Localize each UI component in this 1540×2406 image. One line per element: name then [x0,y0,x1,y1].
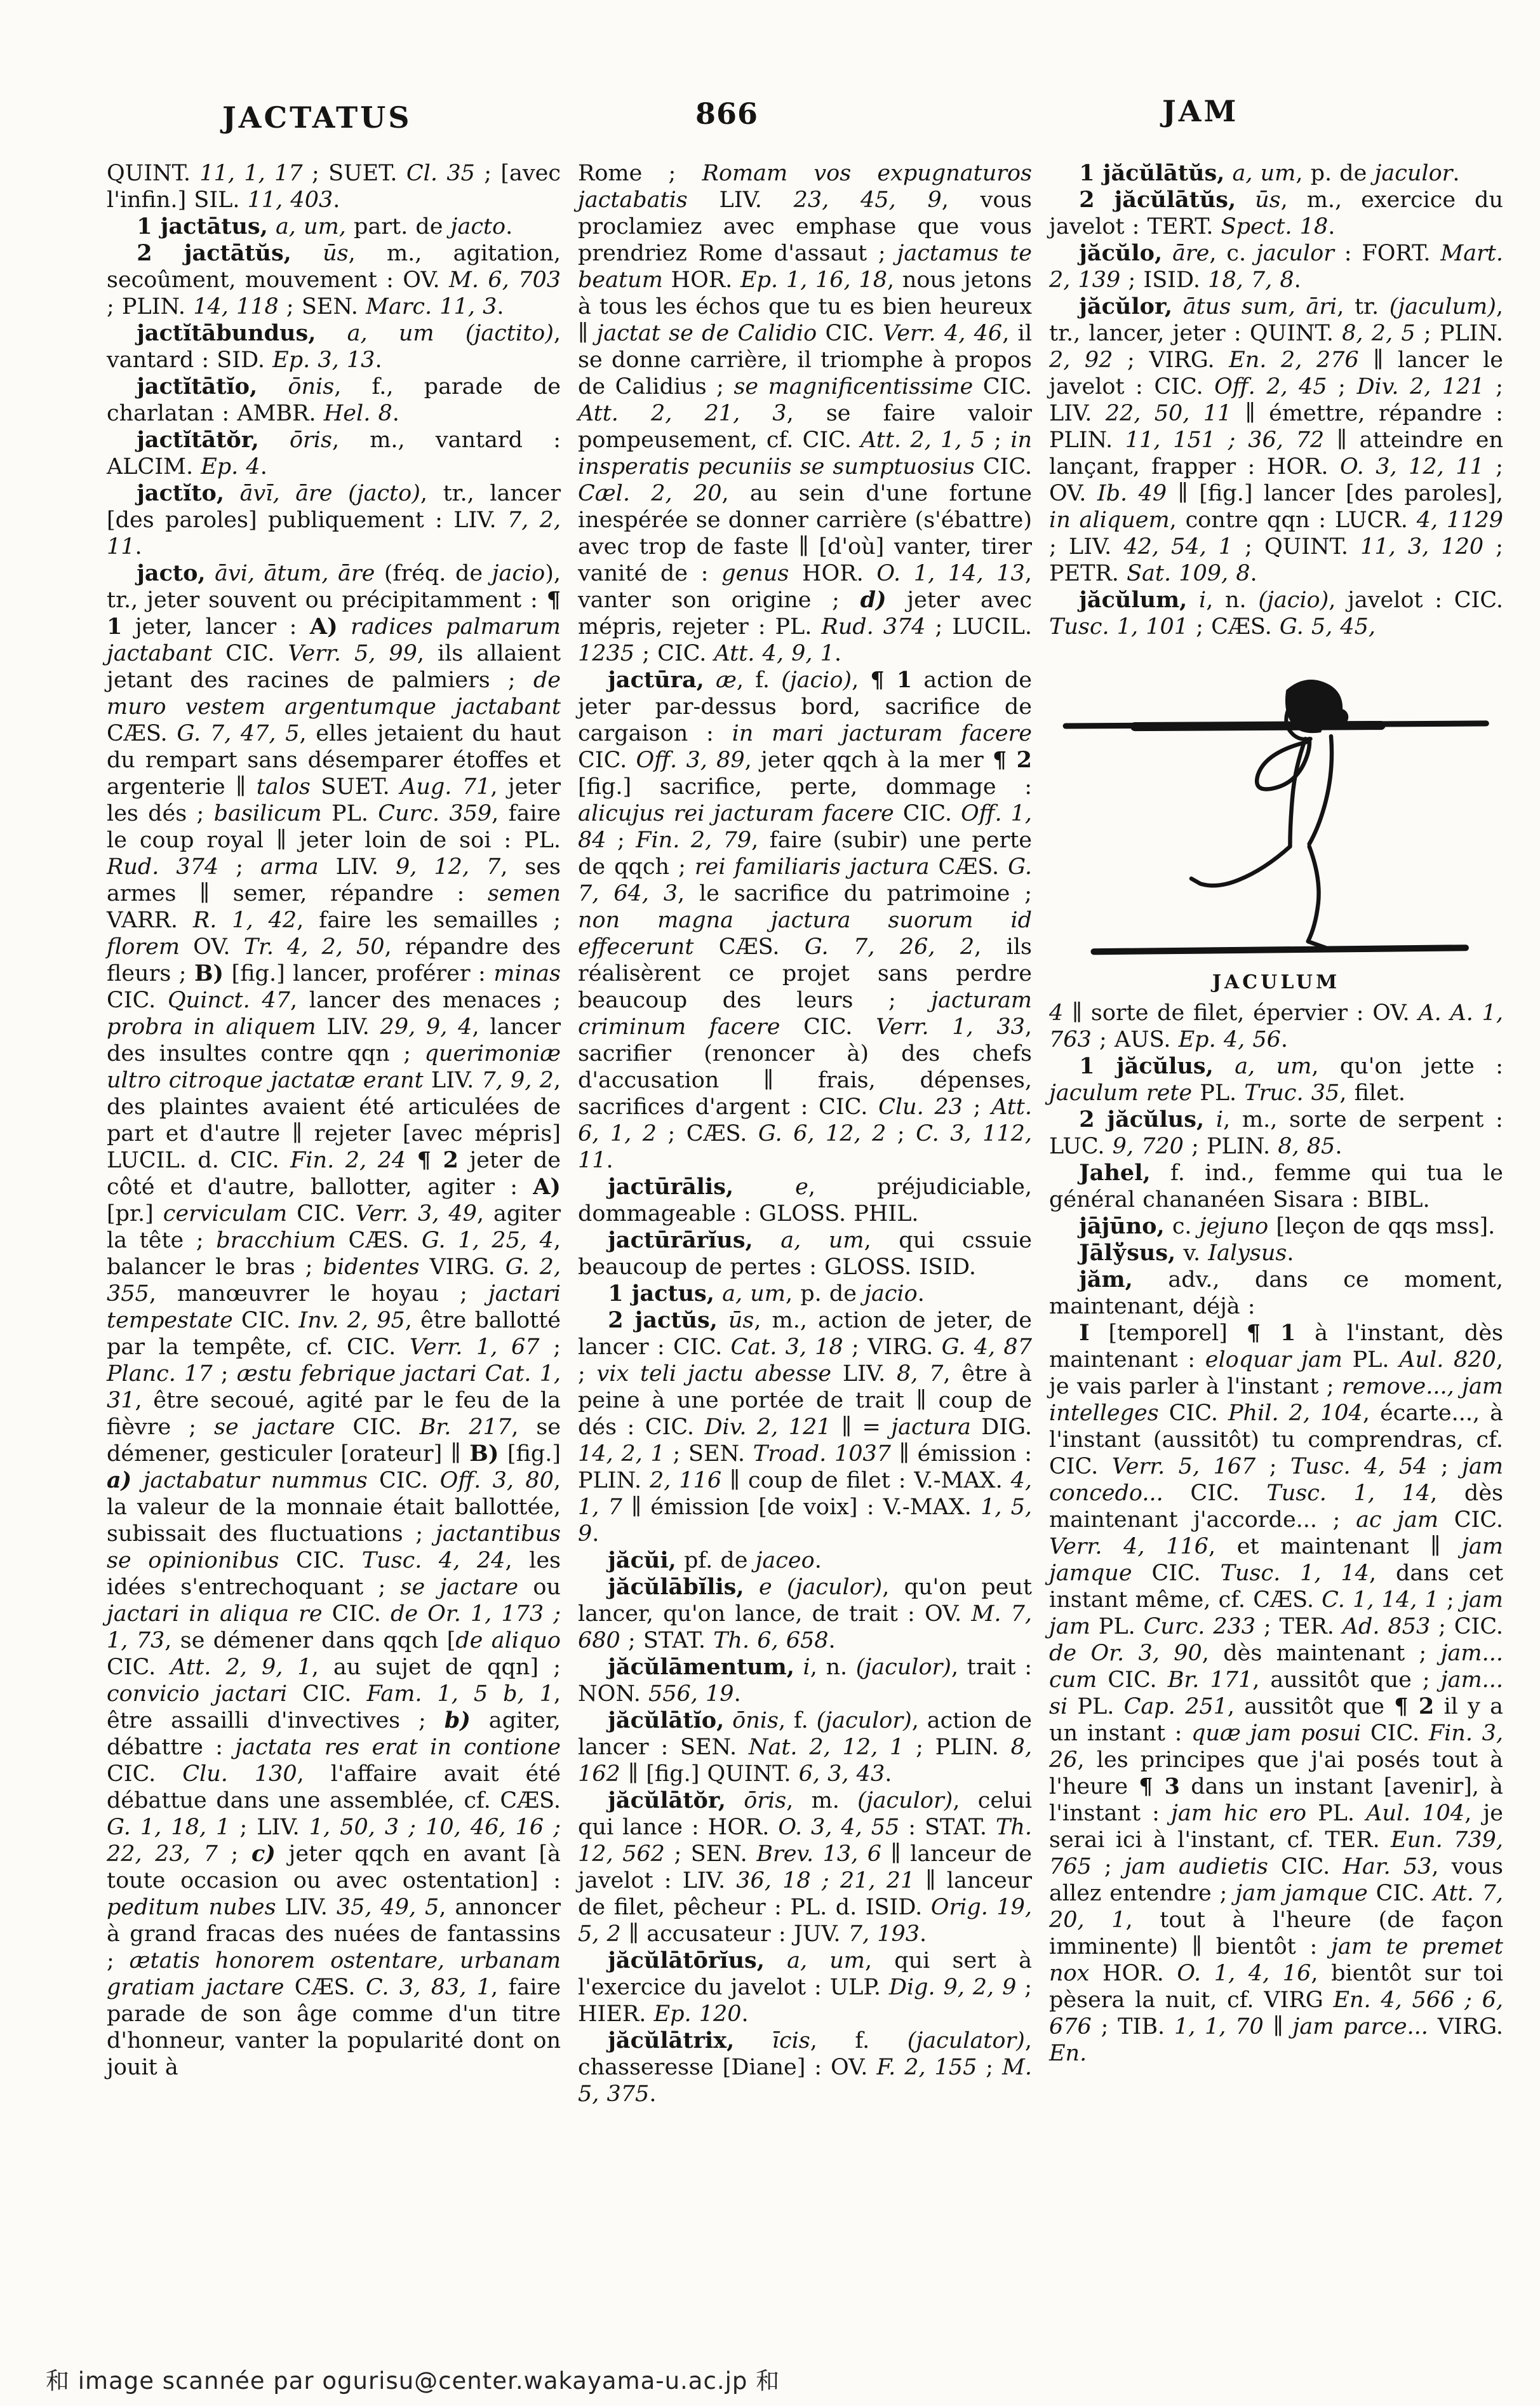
column-3-bottom [1049,1000,1503,2067]
dictionary-entry: jăcŭlātŏr, ōris, m. (jaculor), celui qui lance : HOR. O. 3, 4, 55 : STAT. Th. 12, 562 ; SEN. Brev. 13, 6 ∥ lanceur de javelot : LIV. 36, 18 ; 21, 21 ∥ lanceur de filet, pêcheur : PL. d. ISID. Orig. 19, 5, 2 ∥ accusateur : JUV. 7, 193. [578,1787,1033,1947]
dictionary-entry: jăcŭlābĭlis, e (jaculor), qu'on peut lancer, qu'on lance, de trait : OV. M. 7, 680 ; STAT. Th. 6, 658. [578,1574,1033,1653]
figure-caption: JACULUM [1212,971,1341,993]
dictionary-entry: jactĭtātĭo, ōnis, f., parade de charlatan : AMBR. Hel. 8. [107,373,561,426]
dictionary-entry: Jahel, f. ind., femme qui tua le général chananéen Sisara : BIBL. [1049,1159,1503,1213]
dictionary-entry: jăcŭlum, i, n. (jacio), javelot : CIC. Tusc. 1, 101 ; CÆS. G. 5, 45, [1049,587,1504,640]
dictionary-entry: jăcŭlor, ātus sum, āri, tr. (jaculum), tr., lancer, jeter : QUINT. 8, 2, 5 ; PLIN. 2, 92 ; VIRG. En. 2, 276 ∥ lancer le javelot : CIC. Off. 2, 45 ; Div. 2, 121 ; LIV. 22, 50, 11 ∥ émettre, répandre : PLIN. 11, 151 ; 36, 72 ∥ atteindre en lançant, frapper : HOR. O. 3, 12, 11 ; OV. Ib. 49 ∥ [fig.] lancer [des paroles], in aliquem, contre qqn : LUCR. 4, 1129 ; LIV. 42, 54, 1 ; QUINT. 11, 3, 120 ; PETR. Sat. 109, 8. [1049,293,1504,586]
dictionary-entry: jăm, adv., dans ce moment, maintenant, déjà : [1049,1266,1503,1319]
dictionary-entry: jactĭto, āvī, āre (jacto), tr., lancer [des paroles] publiquement : LIV. 7, 2, 11. [107,480,561,560]
runner-torso-back [1309,736,1332,844]
javelin-runner-illustration [1058,657,1494,970]
dictionary-entry: jactūra, æ, f. (jacio), ¶ 1 action de jeter par-dessus bord, sacrifice de cargaison : in mari jacturam facere CIC. Off. 3, 89, jeter qqch à la mer ¶ 2 [fig.] sacrifice, perte, dommage : alicujus rei jacturam facere CIC. Off. 1, 84 ; Fin. 2, 79, faire (subir) une perte de qqch ; rei familiaris jactura CÆS. G. 7, 64, 3, le sacrifice du patrimoine ; non magna jactura suorum id effecerunt CÆS. G. 7, 26, 2, ils réalisèrent ce projet sans perdre beaucoup des leurs ; jacturam criminum facere CIC. Verr. 1, 33, sacrifier (renoncer à) des chefs d'accusation ∥ frais, dépenses, sacrifices d'argent : CIC. Clu. 23 ; Att. 6, 1, 2 ; CÆS. G. 6, 12, 2 ; C. 3, 112, 11. [578,667,1033,1173]
runner-eye [1294,706,1300,713]
dictionary-entry: jăcŭlātōrĭus, a, um, qui sert à l'exercice du javelot : ULP. Dig. 9, 2, 9 ; HIER. Ep. 120. [578,1947,1033,2027]
jaculum-figure [1049,657,1503,993]
column-3-top [1049,160,1503,640]
dictionary-entry: jactĭtātŏr, ōris, m., vantard : ALCIM. Ep. 4. [107,427,561,480]
column-3 [1049,160,1503,2107]
dictionary-entry: jactūrālis, e, préjudiciable, dommageable : GLOSS. PHIL. [578,1174,1032,1227]
ground-line [1094,948,1466,951]
dictionary-entry: I [temporel] ¶ 1 à l'instant, dès maintenant : eloquar jam PL. Aul. 820, je vais parler à l'instant ; remove..., jam intelleges CIC. Phil. 2, 104, écarte..., à l'instant (aussitôt) tu comprendras, cf. CIC. Verr. 5, 167 ; Tusc. 4, 54 ; jam concedo... CIC. Tusc. 1, 14, dès maintenant j'accorde... ; ac jam CIC. Verr. 4, 116, et maintenant ∥ jam jamque CIC. Tusc. 1, 14, dans cet instant même, cf. CÆS. C. 1, 14, 1 ; jam jam PL. Curc. 233 ; TER. Ad. 853 ; CIC. de Or. 3, 90, dès maintenant ; jam... cum CIC. Br. 171, aussitôt que ; jam... si PL. Cap. 251, aussitôt que ¶ 2 il y a un instant : quæ jam posui CIC. Fin. 3, 26, les principes que j'ai posés tout à l'heure ¶ 3 dans un instant [avenir], à l'instant : jam hic ero PL. Aul. 104, je serai ici à l'instant, cf. TER. Eun. 739, 765 ; jam audietis CIC. Har. 53, vous allez entendre ; jam jamque CIC. Att. 7, 20, 1, tout à l'heure (de façon imminente) ∥ bientôt : jam te premet nox HOR. O. 1, 4, 16, bientôt sur toi pèsera la nuit, cf. VIRG En. 4, 566 ; 6, 676 ; TIB. 1, 1, 70 ∥ jam parce... VIRG. En. [1049,1319,1504,2066]
running-head-left: JACTATUS [222,100,412,135]
dictionary-entry: 2 jăcŭlus, i, m., sorte de serpent : LUC. 9, 720 ; PLIN. 8, 85. [1049,1106,1503,1159]
entry-continuation: QUINT. 11, 1, 17 ; SUET. Cl. 35 ; [avec l'infin.] SIL. 11, 403. [107,161,561,213]
javelin-shaft-thick [1135,725,1381,727]
runner-leg-raised [1191,847,1290,885]
dictionary-entry: jăcŭlātrix, īcis, f. (jaculator), chasseresse [Diane] : OV. F. 2, 155 ; M. 5, 375. [578,2027,1032,2107]
column-1 [107,160,561,2107]
dictionary-entry: jactĭtābundus, a, um (jactito), vantard : SID. Ep. 3, 13. [107,320,561,373]
dictionary-entry: 2 jactŭs, ūs, m., action de jeter, de lancer : CIC. Cat. 3, 18 ; VIRG. G. 4, 87 ; vix teli jactu abesse LIV. 8, 7, être à peine à une portée de trait ∥ coup de dés : CIC. Div. 2, 121 ∥ = jactura DIG. 14, 2, 1 ; SEN. Troad. 1037 ∥ émission : PLIN. 2, 116 ∥ coup de filet : V.-MAX. 4, 1, 7 ∥ émission [de voix] : V.-MAX. 1, 5, 9. [578,1307,1033,1547]
dictionary-entry: Jālўsus, v. Ialysus. [1079,1239,1294,1266]
dictionary-entry: jacto, āvi, ātum, āre (fréq. de jacio), tr., jeter souvent ou précipitamment : ¶ 1 jeter, lancer : A) radices palmarum jactabant CIC. Verr. 5, 99, ils allaient jetant des racines de palmiers ; de muro vestem argentumque jactabant CÆS. G. 7, 47, 5, elles jetaient du haut du rempart sans désemparer étoffes et argenterie ∥ talos SUET. Aug. 71, jeter les dés ; basilicum PL. Curc. 359, faire le coup royal ∥ jeter loin de soi : PL. Rud. 374 ; arma LIV. 9, 12, 7, ses armes ∥ semer, répandre : semen VARR. R. 1, 42, faire les semailles ; florem OV. Tr. 4, 2, 50, répandre des fleurs ; B) [fig.] lancer, proférer : minas CIC. Quinct. 47, lancer des menaces ; probra in aliquem LIV. 29, 9, 4, lancer des insultes contre qqn ; querimoniæ ultro citroque jactatæ erant LIV. 7, 9, 2, des plaintes avaient été articulées de part et d'autre ∥ rejeter [avec mépris] LUCIL. d. CIC. Fin. 2, 24 ¶ 2 jeter de côté et d'autre, ballotter, agiter : A) [pr.] cerviculam CIC. Verr. 3, 49, agiter la tête ; bracchium CÆS. G. 1, 25, 4, balancer le bras ; bidentes VIRG. G. 2, 355, manœuvrer le hoyau ; jactari tempestate CIC. Inv. 2, 95, être ballotté par la tempête, cf. CIC. Verr. 1, 67 ; Planc. 17 ; æstu febrique jactari Cat. 1, 31, être secoué, agité par le feu de la fièvre ; se jactare CIC. Br. 217, se démener, gesticuler [orateur] ∥ B) [fig.] a) jactabatur nummus CIC. Off. 3, 80, la valeur de la monnaie était ballottée, subissait des fluctuations ; jactantibus se opinionibus CIC. Tusc. 4, 24, les idées s'entrechoquant ; se jactare ou jactari in aliqua re CIC. de Or. 1, 173 ; 1, 73, se démener dans qqch [de aliquo CIC. Att. 2, 9, 1, au sujet de qqn] ; convicio jactari CIC. Fam. 1, 5 b, 1, être assailli d'invectives ; b) agiter, débattre : jactata res erat in contione CIC. Clu. 130, l'affaire avait été débattue dans une assemblée, cf. CÆS. G. 1, 18, 1 ; LIV. 1, 50, 3 ; 10, 46, 16 ; 22, 23, 7 ; c) jeter qqch en avant [à toute occasion ou avec ostentation] : peditum nubes LIV. 35, 49, 5, annoncer à grand fracas des nuées de fantassins ; ætatis honorem ostentare, urbanam gratiam jactare CÆS. C. 3, 83, 1, faire parade de son âge comme d'un titre d'honneur, vanter la popularité dont on jouit à [107,560,561,2080]
dictionary-entry: jājūno, c. jejuno [leçon de qqs mss]. [1079,1213,1496,1239]
runner-leg-standing [1308,847,1326,948]
dictionary-entry: 1 jactus, a, um, p. de jacio. [608,1280,925,1307]
dictionary-entry: 1 jăcŭlātŭs, a, um, p. de jaculor. [1079,160,1460,186]
text-columns [107,160,1503,2107]
dictionary-entry: jăcŭi, pf. de jaceo. [608,1547,822,1573]
dictionary-entry: 2 jactātŭs, ūs, m., agitation, secoûment, mouvement : OV. M. 6, 703 ; PLIN. 14, 118 ; SEN. Marc. 11, 3. [107,240,561,319]
scan-credit: 和 image scannée par ogurisu@center.wakayama-u.ac.jp 和 [46,2367,780,2395]
page-number: 866 [695,97,759,131]
column-2 [578,160,1032,2107]
dictionary-entry: jăcŭlāmentum, i, n. (jaculor), trait : NON. 556, 19. [578,1654,1033,1707]
dictionary-entry: jactūrārĭus, a, um, qui cssuie beaucoup de pertes : GLOSS. ISID. [578,1227,1032,1280]
entry-continuation: Rome ; Romam vos expugnaturos jactabatis LIV. 23, 45, 9, vous proclamiez avec emphase que vous prendriez Rome d'assaut ; jactamus te beatum HOR. Ep. 1, 16, 18, nous jetons à tous les échos que tu es bien heureux ∥ jactat se de Calidio CIC. Verr. 4, 46, il se donne carrière, il triomphe à propos de Calidius ; se magnificentissime CIC. Att. 2, 21, 3, se faire valoir pompeusement, cf. CIC. Att. 2, 1, 5 ; in insperatis pecuniis se sumptuosius CIC. Cæl. 2, 20, au sein d'une fortune inespérée se donner carrière (s'ébattre) avec trop de faste ∥ [d'où] vanter, tirer vanité de : genus HOR. O. 1, 14, 13, vanter son origine ; d) jeter avec mépris, rejeter : PL. Rud. 374 ; LUCIL. 1235 ; CIC. Att. 4, 9, 1. [578,161,1033,666]
entry-continuation: 4 ∥ sorte de filet, épervier : OV. A. A. 1, 763 ; AUS. Ep. 4, 56. [1049,1000,1503,1052]
dictionary-entry: 1 jăcŭlus, a, um, qu'on jette : jaculum rete PL. Truc. 35, filet. [1049,1052,1503,1106]
dictionary-entry: 1 jactātus, a, um, part. de jacto. [137,213,513,239]
dictionary-entry: 2 jăcŭlātŭs, ūs, m., exercice du javelot : TERT. Spect. 18. [1049,187,1503,239]
runner-hair-bun [1332,709,1348,725]
dictionary-entry: jăcŭlo, āre, c. jaculor : FORT. Mart. 2, 139 ; ISID. 18, 7, 8. [1049,240,1503,293]
dictionary-entry: jăcŭlātĭo, ōnis, f. (jaculor), action de lancer : SEN. Nat. 2, 12, 1 ; PLIN. 8, 162 ∥ [fig.] QUINT. 6, 3, 43. [578,1707,1032,1787]
runner-torso-front [1290,739,1306,847]
running-head-right: JAM [1162,94,1239,128]
